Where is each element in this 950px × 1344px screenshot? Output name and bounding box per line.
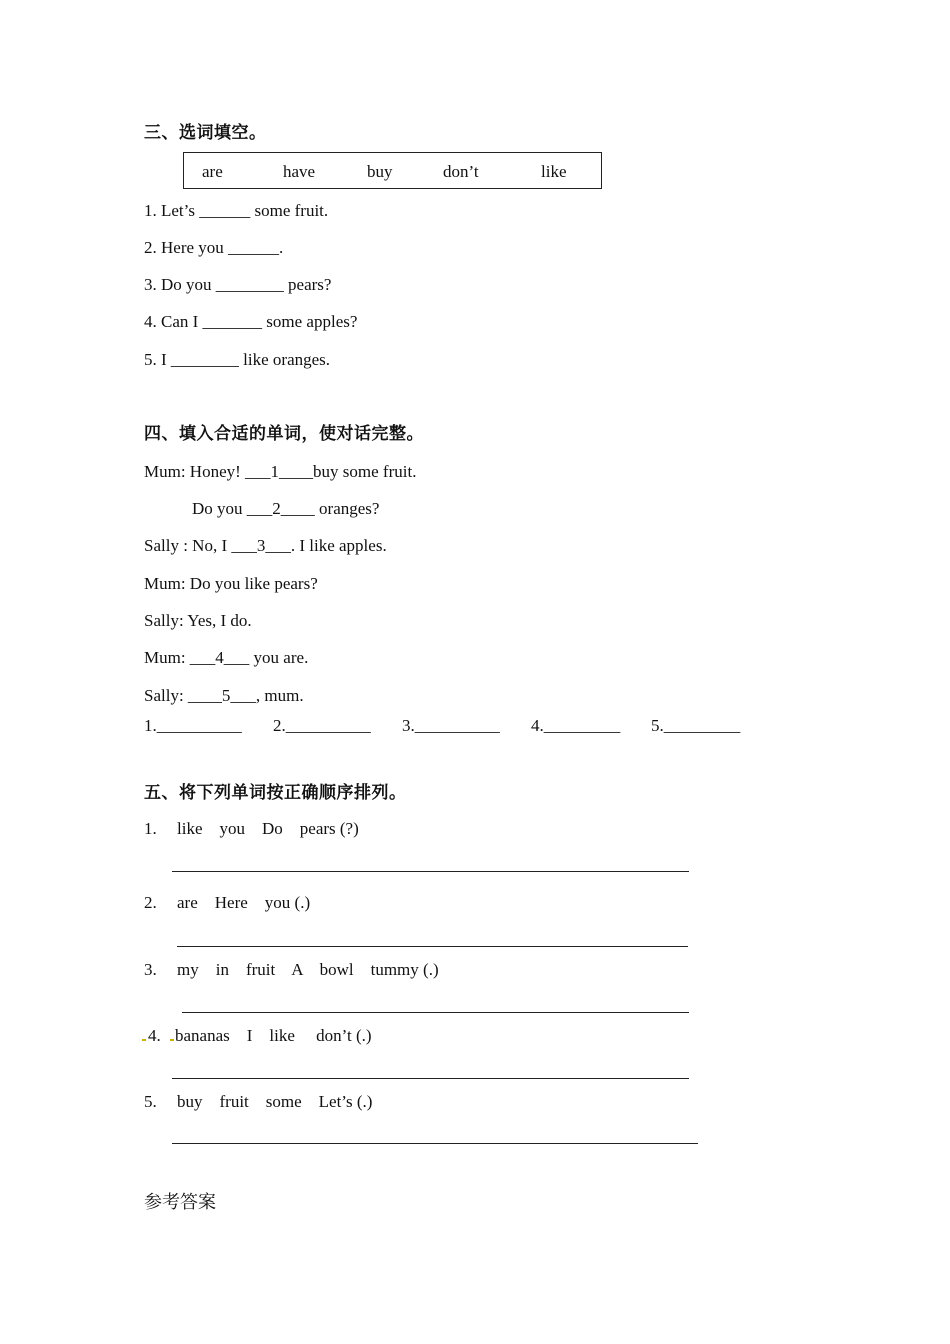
fill-item: 5. I ________ like oranges. <box>144 350 331 369</box>
answer-blank: 4._________ <box>531 716 621 735</box>
word-bank-word: like <box>541 162 567 181</box>
order-item-number: 1. <box>144 819 157 838</box>
edit-mark <box>142 1039 146 1041</box>
order-item-words: are Here you (.) <box>177 893 311 912</box>
word-bank-box <box>183 152 602 189</box>
order-item-number: 2. <box>144 893 157 912</box>
order-item-words: bananas I like don’t (.) <box>175 1026 372 1045</box>
fill-item: 2. Here you ______. <box>144 238 284 257</box>
dialogue-line: Do you ___2____ oranges? <box>192 499 380 518</box>
dialogue-line: Sally: ____5___, mum. <box>144 686 304 705</box>
dialogue-line: Sally : No, I ___3___. I like apples. <box>144 536 387 555</box>
section-3-heading: 三、选词填空。 <box>144 123 267 142</box>
dialogue-line: Mum: ___4___ you are. <box>144 648 309 667</box>
dialogue-line: Mum: Do you like pears? <box>144 574 318 593</box>
word-bank-word: buy <box>367 162 393 181</box>
order-item-number: 3. <box>144 960 157 979</box>
answer-blank: 3.__________ <box>402 716 500 735</box>
order-item-words: buy fruit some Let’s (.) <box>177 1092 373 1111</box>
dialogue-line: Sally: Yes, I do. <box>144 611 252 630</box>
answer-line[interactable] <box>177 946 688 947</box>
fill-item: 1. Let’s ______ some fruit. <box>144 201 329 220</box>
order-item-words: like you Do pears (?) <box>177 819 359 838</box>
order-item-number: 4. <box>148 1026 161 1045</box>
order-item-words: my in fruit A bowl tummy (.) <box>177 960 439 979</box>
fill-item: 3. Do you ________ pears? <box>144 275 332 294</box>
section-4-heading: 四、填入合适的单词，使对话完整。 <box>144 424 424 443</box>
word-bank-word: are <box>202 162 223 181</box>
dialogue-line: Mum: Honey! ___1____buy some fruit. <box>144 462 417 481</box>
section-5-heading: 五、将下列单词按正确顺序排列。 <box>144 783 407 802</box>
answer-line[interactable] <box>172 871 689 872</box>
fill-item: 4. Can I _______ some apples? <box>144 312 358 331</box>
answer-blank: 5._________ <box>651 716 741 735</box>
answer-line[interactable] <box>172 1143 698 1144</box>
answer-blank: 1.__________ <box>144 716 242 735</box>
answers-heading: 参考答案 <box>144 1192 216 1212</box>
edit-mark <box>170 1039 174 1041</box>
answer-blank: 2.__________ <box>273 716 371 735</box>
order-item-number: 5. <box>144 1092 157 1111</box>
answer-line[interactable] <box>172 1078 689 1079</box>
word-bank-word: have <box>283 162 316 181</box>
word-bank-word: don’t <box>443 162 479 181</box>
answer-line[interactable] <box>182 1012 689 1013</box>
